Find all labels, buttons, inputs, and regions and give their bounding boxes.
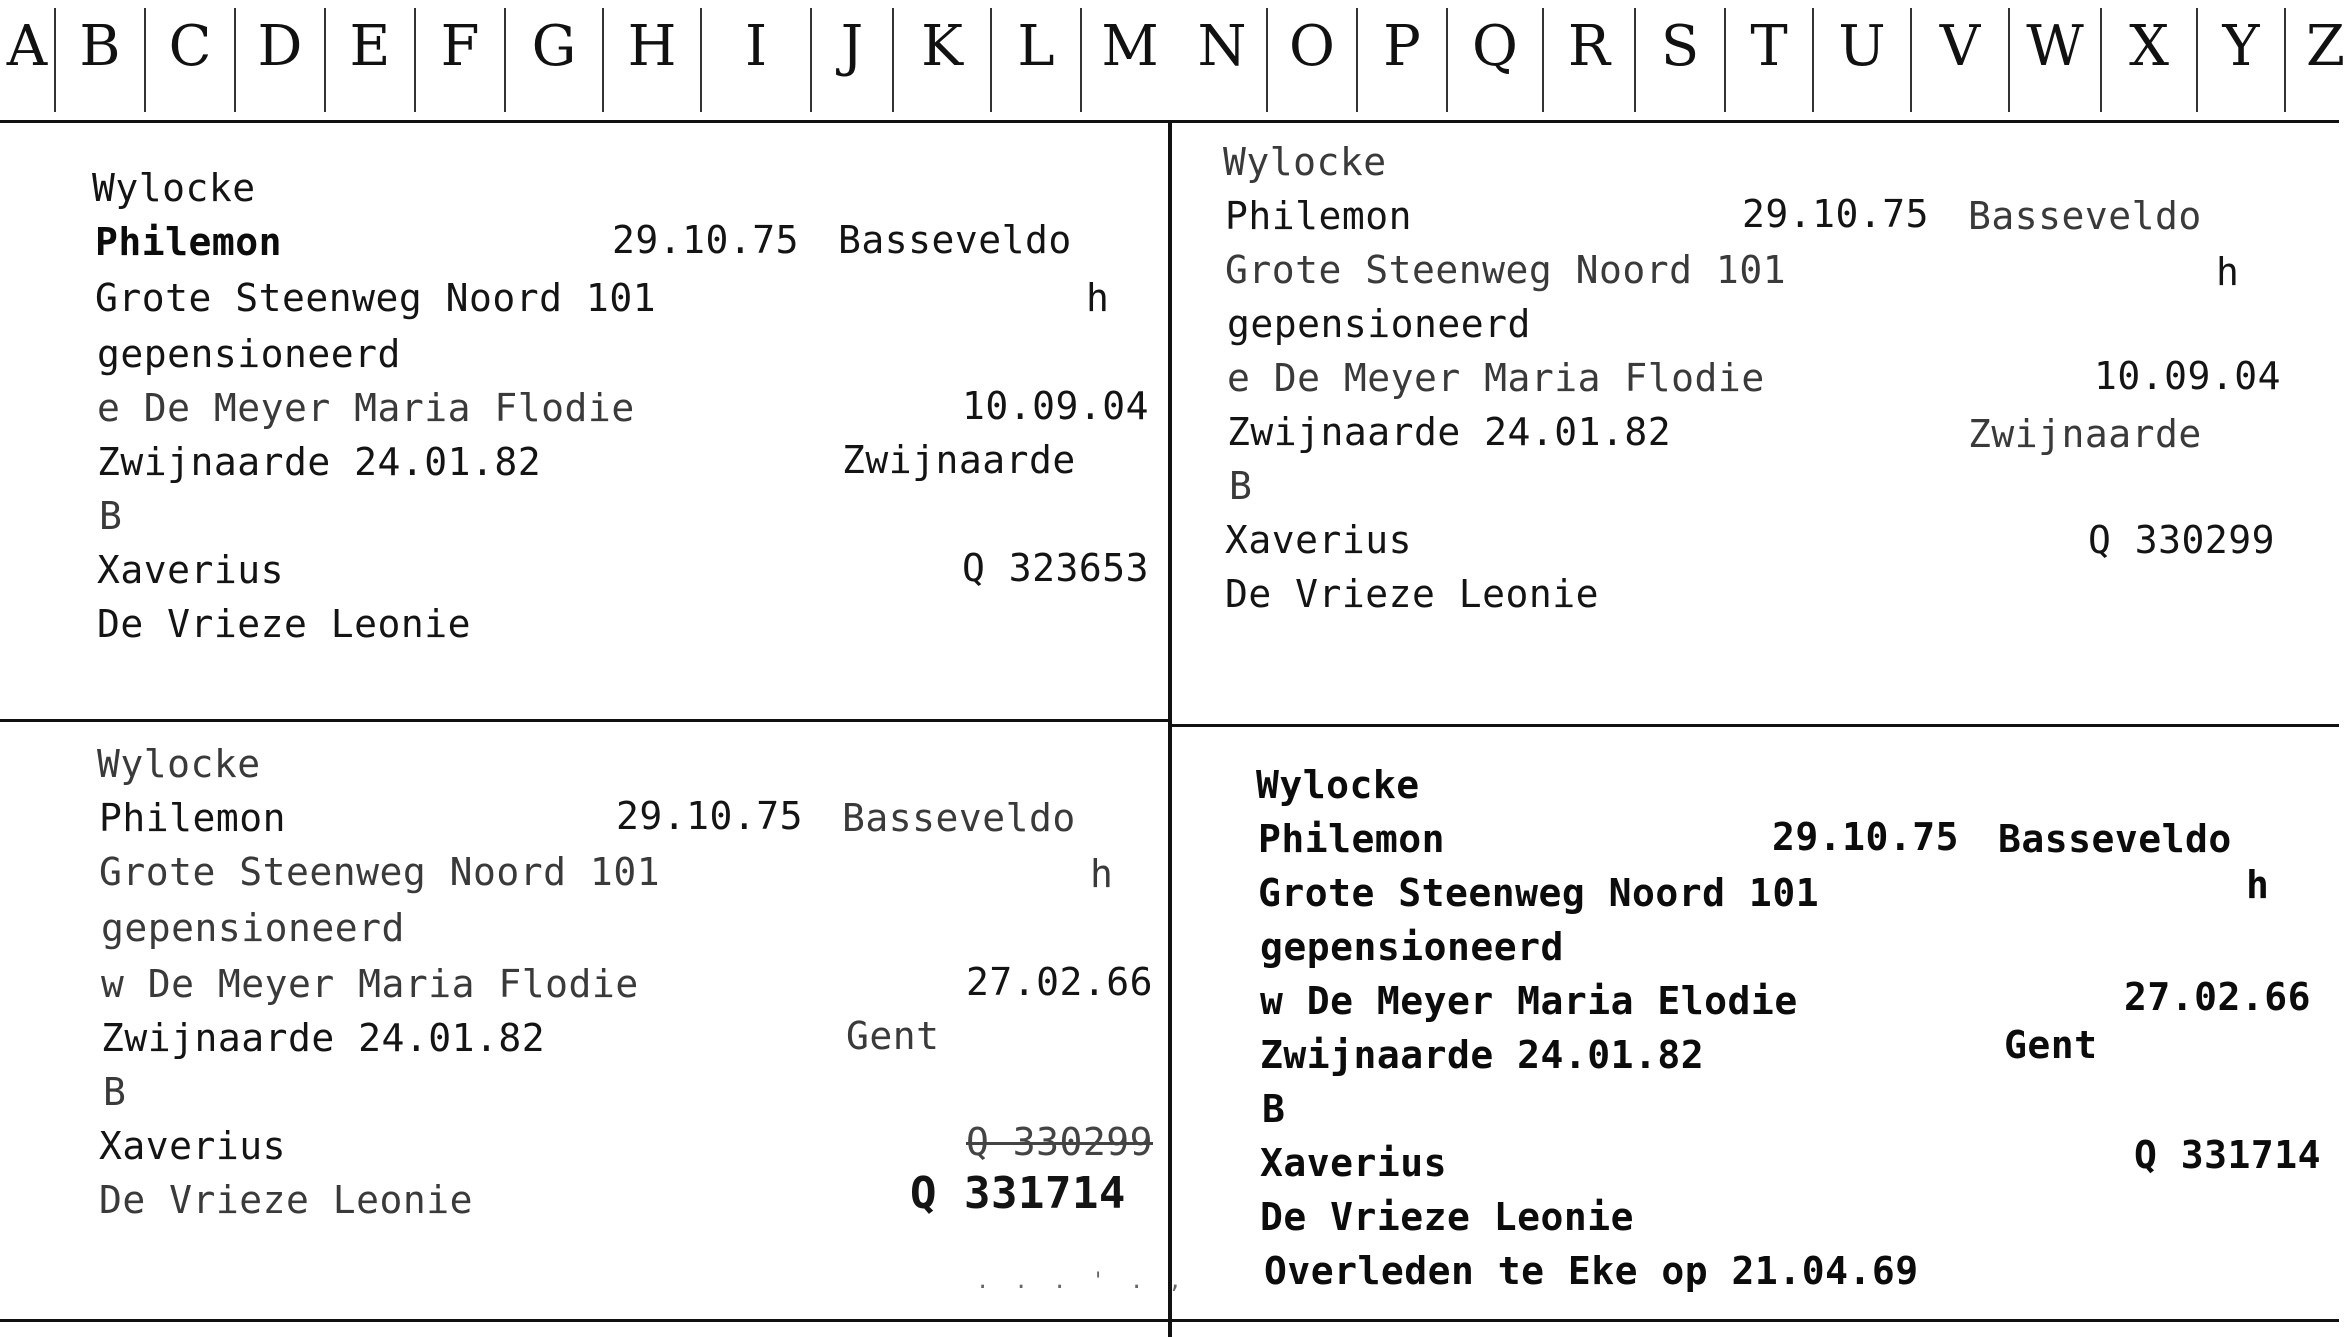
card-religion: Xaverius [97,548,285,592]
index-letter-m[interactable]: M [1101,14,1159,79]
card-spouse-date: 27.02.66 [966,960,1154,1004]
card-birth-date: 29.10.75 [612,218,800,262]
card-street: Grote Steenweg Noord 101 [95,276,657,320]
index-letter-g[interactable]: G [531,14,577,79]
card-residence-line: Zwijnaarde 24.01.82 [101,1016,546,1060]
card-residence-line: Zwijnaarde 24.01.82 [1260,1033,1705,1077]
index-letter-v[interactable]: V [1939,14,1981,79]
card-birth-place: Basseveldo [1998,817,2232,861]
card-spouse: e De Meyer Maria Flodie [97,386,635,430]
card-firstname: Philemon [1258,817,1446,861]
card-birth-date: 29.10.75 [1742,192,1930,236]
card-spouse-date: 10.09.04 [962,384,1150,428]
card-mother: De Vrieze Leonie [97,602,472,646]
index-letter-c[interactable]: C [168,14,212,79]
index-letter-f[interactable]: F [440,14,480,79]
card-birth-place: Basseveldo [842,796,1076,840]
card-residence-place: Zwijnaarde [1968,412,2202,456]
index-letter-q[interactable]: Q [1472,14,1518,79]
card-code: h [1086,276,1110,320]
index-letter-s[interactable]: S [1660,14,1700,79]
card-number-struck: Q 330299 [966,1120,1154,1164]
card-residence-place: Gent [2004,1023,2098,1067]
index-letter-i[interactable]: I [744,14,768,79]
card-surname: Wylocke [1223,140,1387,184]
card-surname: Wylocke [1256,763,1420,807]
card-number: Q 330299 [2088,518,2276,562]
card-bottom-edge-right [1172,1319,2339,1322]
index-letter-z[interactable]: Z [2306,14,2345,79]
card-birth-place: Basseveldo [1968,194,2202,238]
index-letter-j[interactable]: J [840,14,864,79]
card-number: Q 331714 [2134,1133,2322,1177]
index-letter-p[interactable]: P [1383,14,1421,79]
index-letter-l[interactable]: L [1017,14,1055,79]
card-mother: De Vrieze Leonie [99,1178,474,1222]
card-mother: De Vrieze Leonie [1225,572,1600,616]
card-residence-line: Zwijnaarde 24.01.82 [1227,410,1672,454]
card-code: h [2246,863,2270,907]
card-residence-line: Zwijnaarde 24.01.82 [97,440,542,484]
index-letter-u[interactable]: U [1838,14,1886,79]
card-mother: De Vrieze Leonie [1260,1195,1635,1239]
card-death-note: Overleden te Eke op 21.04.69 [1264,1249,1919,1293]
card-occupation: gepensioneerd [1227,302,1531,346]
card-occupation: gepensioneerd [1260,925,1564,969]
index-letter-w[interactable]: W [2026,14,2084,79]
card-residence-place: Zwijnaarde [842,438,1076,482]
card-code: h [1090,852,1114,896]
card-religion: Xaverius [99,1124,287,1168]
card-birth-date: 29.10.75 [616,794,804,838]
alphabet-index-strip [0,0,2345,123]
card-spouse: e De Meyer Maria Flodie [1227,356,1765,400]
index-letter-y[interactable]: Y [2222,14,2260,79]
card-letter: B [103,1070,127,1114]
index-letter-x[interactable]: X [2129,14,2169,79]
card-occupation: gepensioneerd [101,906,405,950]
card-firstname: Philemon [95,220,283,264]
record-card-3[interactable] [0,722,1188,1319]
card-spouse-date: 27.02.66 [2124,975,2312,1019]
index-letter-t[interactable]: T [1750,14,1788,79]
index-letter-n[interactable]: N [1197,14,1247,79]
index-letter-b[interactable]: B [79,14,121,79]
card-occupation: gepensioneerd [97,332,401,376]
card-residence-place: Gent [846,1014,940,1058]
card-ink-specks: . . . ' . , [976,1269,1188,1294]
card-spouse: w De Meyer Maria Elodie [1260,979,1798,1023]
index-letter-r[interactable]: R [1567,14,1611,79]
index-letter-a[interactable]: A [6,14,48,79]
index-letter-k[interactable]: K [921,14,963,79]
card-street: Grote Steenweg Noord 101 [1258,871,1820,915]
card-surname: Wylocke [92,166,256,210]
card-firstname: Philemon [1225,194,1413,238]
card-religion: Xaverius [1225,518,1413,562]
index-letter-h[interactable]: H [627,14,677,79]
card-religion: Xaverius [1260,1141,1448,1185]
card-letter: B [1262,1087,1286,1131]
card-street: Grote Steenweg Noord 101 [1225,248,1787,292]
card-spouse-date: 10.09.04 [2094,354,2282,398]
index-letter-o[interactable]: O [1289,14,1335,79]
card-surname: Wylocke [97,742,261,786]
card-bottom-edge-left [0,1319,1168,1322]
record-card-4[interactable] [1172,727,2339,1319]
card-number-stamp: Q 331714 [910,1168,1126,1219]
card-code: h [2216,250,2240,294]
card-letter: B [99,494,123,538]
index-letter-d[interactable]: D [257,14,303,79]
index-letter-e[interactable]: E [349,14,391,79]
card-spouse: w De Meyer Maria Flodie [101,962,639,1006]
card-street: Grote Steenweg Noord 101 [99,850,661,894]
record-card-1[interactable] [0,120,1168,719]
record-card-2[interactable] [1172,120,2339,724]
card-number: Q 323653 [962,546,1150,590]
card-firstname: Philemon [99,796,287,840]
card-birth-date: 29.10.75 [1772,815,1960,859]
card-letter: B [1229,464,1253,508]
card-birth-place: Basseveldo [838,218,1072,262]
